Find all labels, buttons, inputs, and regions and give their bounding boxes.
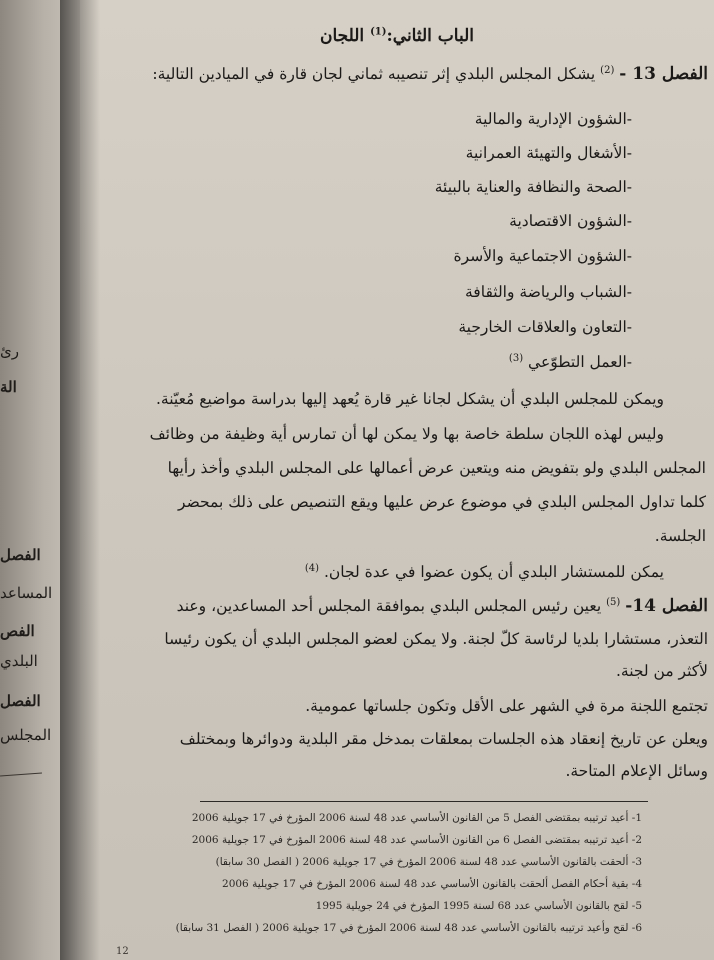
paragraph-line: ويعلن عن تاريخ إنعقاد هذه الجلسات بمعلقات بمدخل مقر البلدية ودوائرها وبمختلف bbox=[179, 730, 708, 748]
paragraph-line-with-note bbox=[305, 563, 664, 581]
committee-item: -الشؤون الاجتماعية والأسرة bbox=[453, 247, 632, 265]
footnote: 1- أعيد ترتيبه بمقتضى الفصل 5 من القانون الأساسي عدد 48 لسنة 2006 المؤرخ في 17 جويلية 2006 bbox=[191, 812, 642, 824]
footnote: 4- بقية أحكام الفصل ألحقت بالقانون الأساسي عدد 48 لسنة 2006 المؤرخ في 17 جويلية 2006 bbox=[222, 878, 642, 890]
committee-item: -الشؤون الاقتصادية bbox=[509, 212, 632, 230]
chapter-title bbox=[80, 26, 714, 46]
prev-footnote-rule bbox=[0, 773, 42, 777]
article-14-heading bbox=[177, 596, 708, 616]
committee-item-label: -العمل التطوّعي bbox=[528, 353, 632, 372]
prev-footnotes bbox=[0, 790, 56, 960]
paragraph-line: كلما تداول المجلس البلدي في موضوع عرض عليها ويقع التنصيص على ذلك بمحضر bbox=[178, 493, 706, 511]
prev-fragment: البلدي bbox=[0, 652, 38, 670]
committee-item: -الشباب والرياضة والثقافة bbox=[465, 283, 632, 301]
footnote-ref: (1) bbox=[370, 26, 387, 38]
committee-item: -الشؤون الإدارية والمالية bbox=[474, 110, 632, 128]
prev-fragment: المساعد bbox=[0, 584, 53, 602]
paragraph-line: التعذر، مستشارا بلديا لرئاسة كلّ لجنة. ولا يمكن لعضو المجلس البلدي أن يكون رئيسا bbox=[164, 630, 708, 648]
committee-item: -التعاون والعلاقات الخارجية bbox=[458, 318, 632, 336]
chapter-title-text: الباب الثاني: bbox=[386, 26, 475, 46]
prev-fragment: رئ bbox=[0, 342, 19, 360]
footnote-rule bbox=[200, 801, 648, 802]
article-label: الفصل 14- bbox=[625, 596, 708, 616]
paragraph-line: الجلسة. bbox=[654, 527, 706, 545]
paragraph-line: تجتمع اللجنة مرة في الشهر على الأقل وتكون جلساتها عمومية. bbox=[305, 697, 708, 715]
footnote: 5- لقح بالقانون الأساسي عدد 68 لسنة 1995 المؤرخ في 24 جويلية 1995 bbox=[315, 900, 642, 912]
committee-item-last bbox=[509, 353, 632, 371]
footnote: 3- ألحقت بالقانون الأساسي عدد 48 لسنة 2006 المؤرخ في 17 جويلية 2006 ( الفصل 30 سابقا) bbox=[215, 856, 642, 868]
footnote: 6- لقح وأعيد ترتيبه بالقانون الأساسي عدد 48 لسنة 2006 المؤرخ في 17 جويلية 2006 ( الفصل 31 سابقا) bbox=[175, 922, 642, 934]
article-text: يعين رئيس المجلس البلدي بموافقة المجلس أحد المساعدين، وعند bbox=[176, 597, 602, 615]
prev-fragment: المجلس bbox=[0, 726, 52, 744]
page-content bbox=[80, 0, 714, 960]
paragraph-text: يمكن للمستشار البلدي أن يكون عضوا في عدة لجان. bbox=[323, 563, 664, 582]
paragraph-line: لأكثر من لجنة. bbox=[615, 662, 708, 680]
footnote-ref: (4) bbox=[304, 563, 319, 574]
book-page bbox=[80, 0, 714, 960]
footnote-ref: (3) bbox=[508, 353, 524, 364]
article-13-heading bbox=[152, 64, 708, 84]
chapter-title-word: اللجان bbox=[319, 26, 365, 46]
footnote: 2- أعيد ترتيبه بمقتضى الفصل 6 من القانون الأساسي عدد 48 لسنة 2006 المؤرخ في 17 جويلية 2006 bbox=[191, 834, 642, 846]
article-text: يشكل المجلس البلدي إثر تنصيبه ثماني لجان قارة في الميادين التالية: bbox=[152, 65, 596, 83]
prev-fragment: الفصل bbox=[0, 546, 41, 564]
paragraph-line: المجلس البلدي ولو بتفويض منه ويتعين عرض أعمالها على المجلس البلدي وأخذ رأيها bbox=[167, 459, 706, 477]
footnote-ref: (5) bbox=[606, 596, 621, 608]
paragraph-line: وسائل الإعلام المتاحة. bbox=[565, 762, 708, 780]
paragraph-line: وليس لهذه اللجان سلطة خاصة بها ولا يمكن لها أن تمارس أية وظيفة من وظائف bbox=[149, 425, 664, 443]
committee-item: -الصحة والنظافة والعناية بالبيئة bbox=[434, 178, 632, 196]
committee-item: -الأشغال والتهيئة العمرانية bbox=[465, 144, 632, 162]
prev-fragment: الفصل bbox=[0, 692, 41, 710]
prev-fragment: الة bbox=[0, 378, 17, 396]
book-gutter-shadow bbox=[60, 0, 100, 960]
page-number: 12 bbox=[116, 946, 129, 957]
article-label: الفصل 13 - bbox=[619, 64, 708, 84]
footnote-ref: (2) bbox=[600, 64, 615, 76]
paragraph-line: ويمكن للمجلس البلدي أن يشكل لجانا غير قارة يُعهد إليها بدراسة مواضيع مُعيّنة. bbox=[155, 390, 664, 408]
prev-fragment: الفص bbox=[0, 622, 35, 640]
